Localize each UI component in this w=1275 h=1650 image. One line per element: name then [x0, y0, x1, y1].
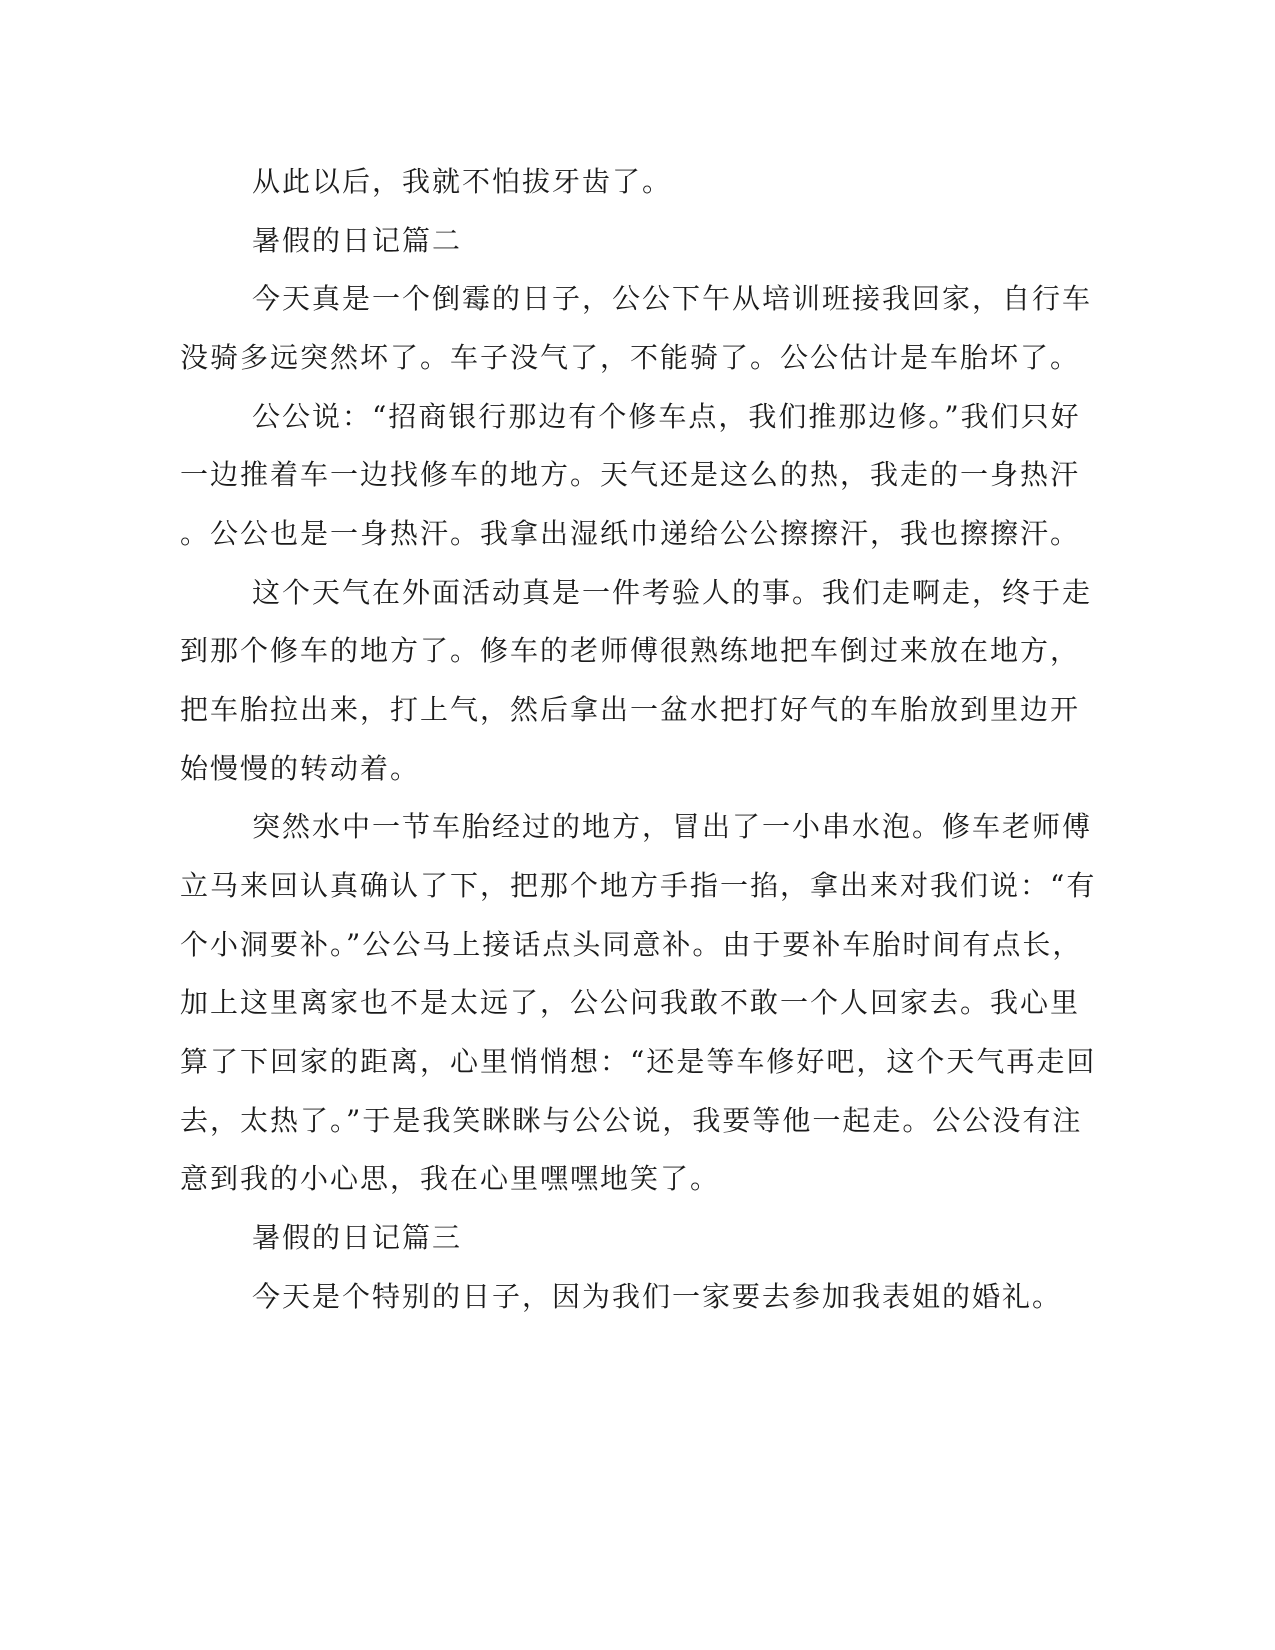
text-line: 突然水中一节车胎经过的地方，冒出了一小串水泡。修车老师傅: [252, 810, 1093, 843]
text-line: 一边推着车一边找修车的地方。天气还是这么的热，我走的一身热汗: [180, 458, 1081, 491]
text-line: 算了下回家的距离，心里悄悄想：“还是等车修好吧，这个天气再走回: [180, 1045, 1097, 1078]
text-line: 意到我的小心思，我在心里嘿嘿地笑了。: [180, 1162, 721, 1195]
text-line: 个小洞要补。”公公马上接话点头同意补。由于要补车胎时间有点长，: [180, 928, 1083, 961]
text-line: 没骑多远突然坏了。车子没气了，不能骑了。公公估计是车胎坏了。: [180, 341, 1081, 374]
text-line: 始慢慢的转动着。: [180, 752, 421, 785]
text-line: 到那个修车的地方了。修车的老师傅很熟练地把车倒过来放在地方，: [180, 634, 1081, 667]
text-line: 这个天气在外面活动真是一件考验人的事。我们走啊走，终于走: [252, 576, 1093, 609]
text-line: 立马来回认真确认了下，把那个地方手指一掐，拿出来对我们说：“有: [180, 869, 1097, 902]
text-line: 。公公也是一身热汗。我拿出湿纸巾递给公公擦擦汗，我也擦擦汗。: [180, 517, 1081, 550]
text-line: 今天真是一个倒霉的日子，公公下午从培训班接我回家，自行车: [252, 282, 1093, 315]
section-heading: 暑假的日记篇三: [252, 1221, 463, 1254]
text-line: 把车胎拉出来，打上气，然后拿出一盆水把打好气的车胎放到里边开: [180, 693, 1081, 726]
section-heading: 暑假的日记篇二: [252, 224, 463, 257]
text-line: 加上这里离家也不是太远了，公公问我敢不敢一个人回家去。我心里: [180, 986, 1081, 1019]
text-line: 公公说：“招商银行那边有个修车点，我们推那边修。”我们只好: [252, 400, 1081, 433]
text-line: 去，太热了。”于是我笑眯眯与公公说，我要等他一起走。公公没有注: [180, 1104, 1083, 1137]
text-line: 从此以后，我就不怕拔牙齿了。: [252, 165, 673, 198]
text-line: 今天是个特别的日子，因为我们一家要去参加我表姐的婚礼。: [252, 1280, 1063, 1313]
